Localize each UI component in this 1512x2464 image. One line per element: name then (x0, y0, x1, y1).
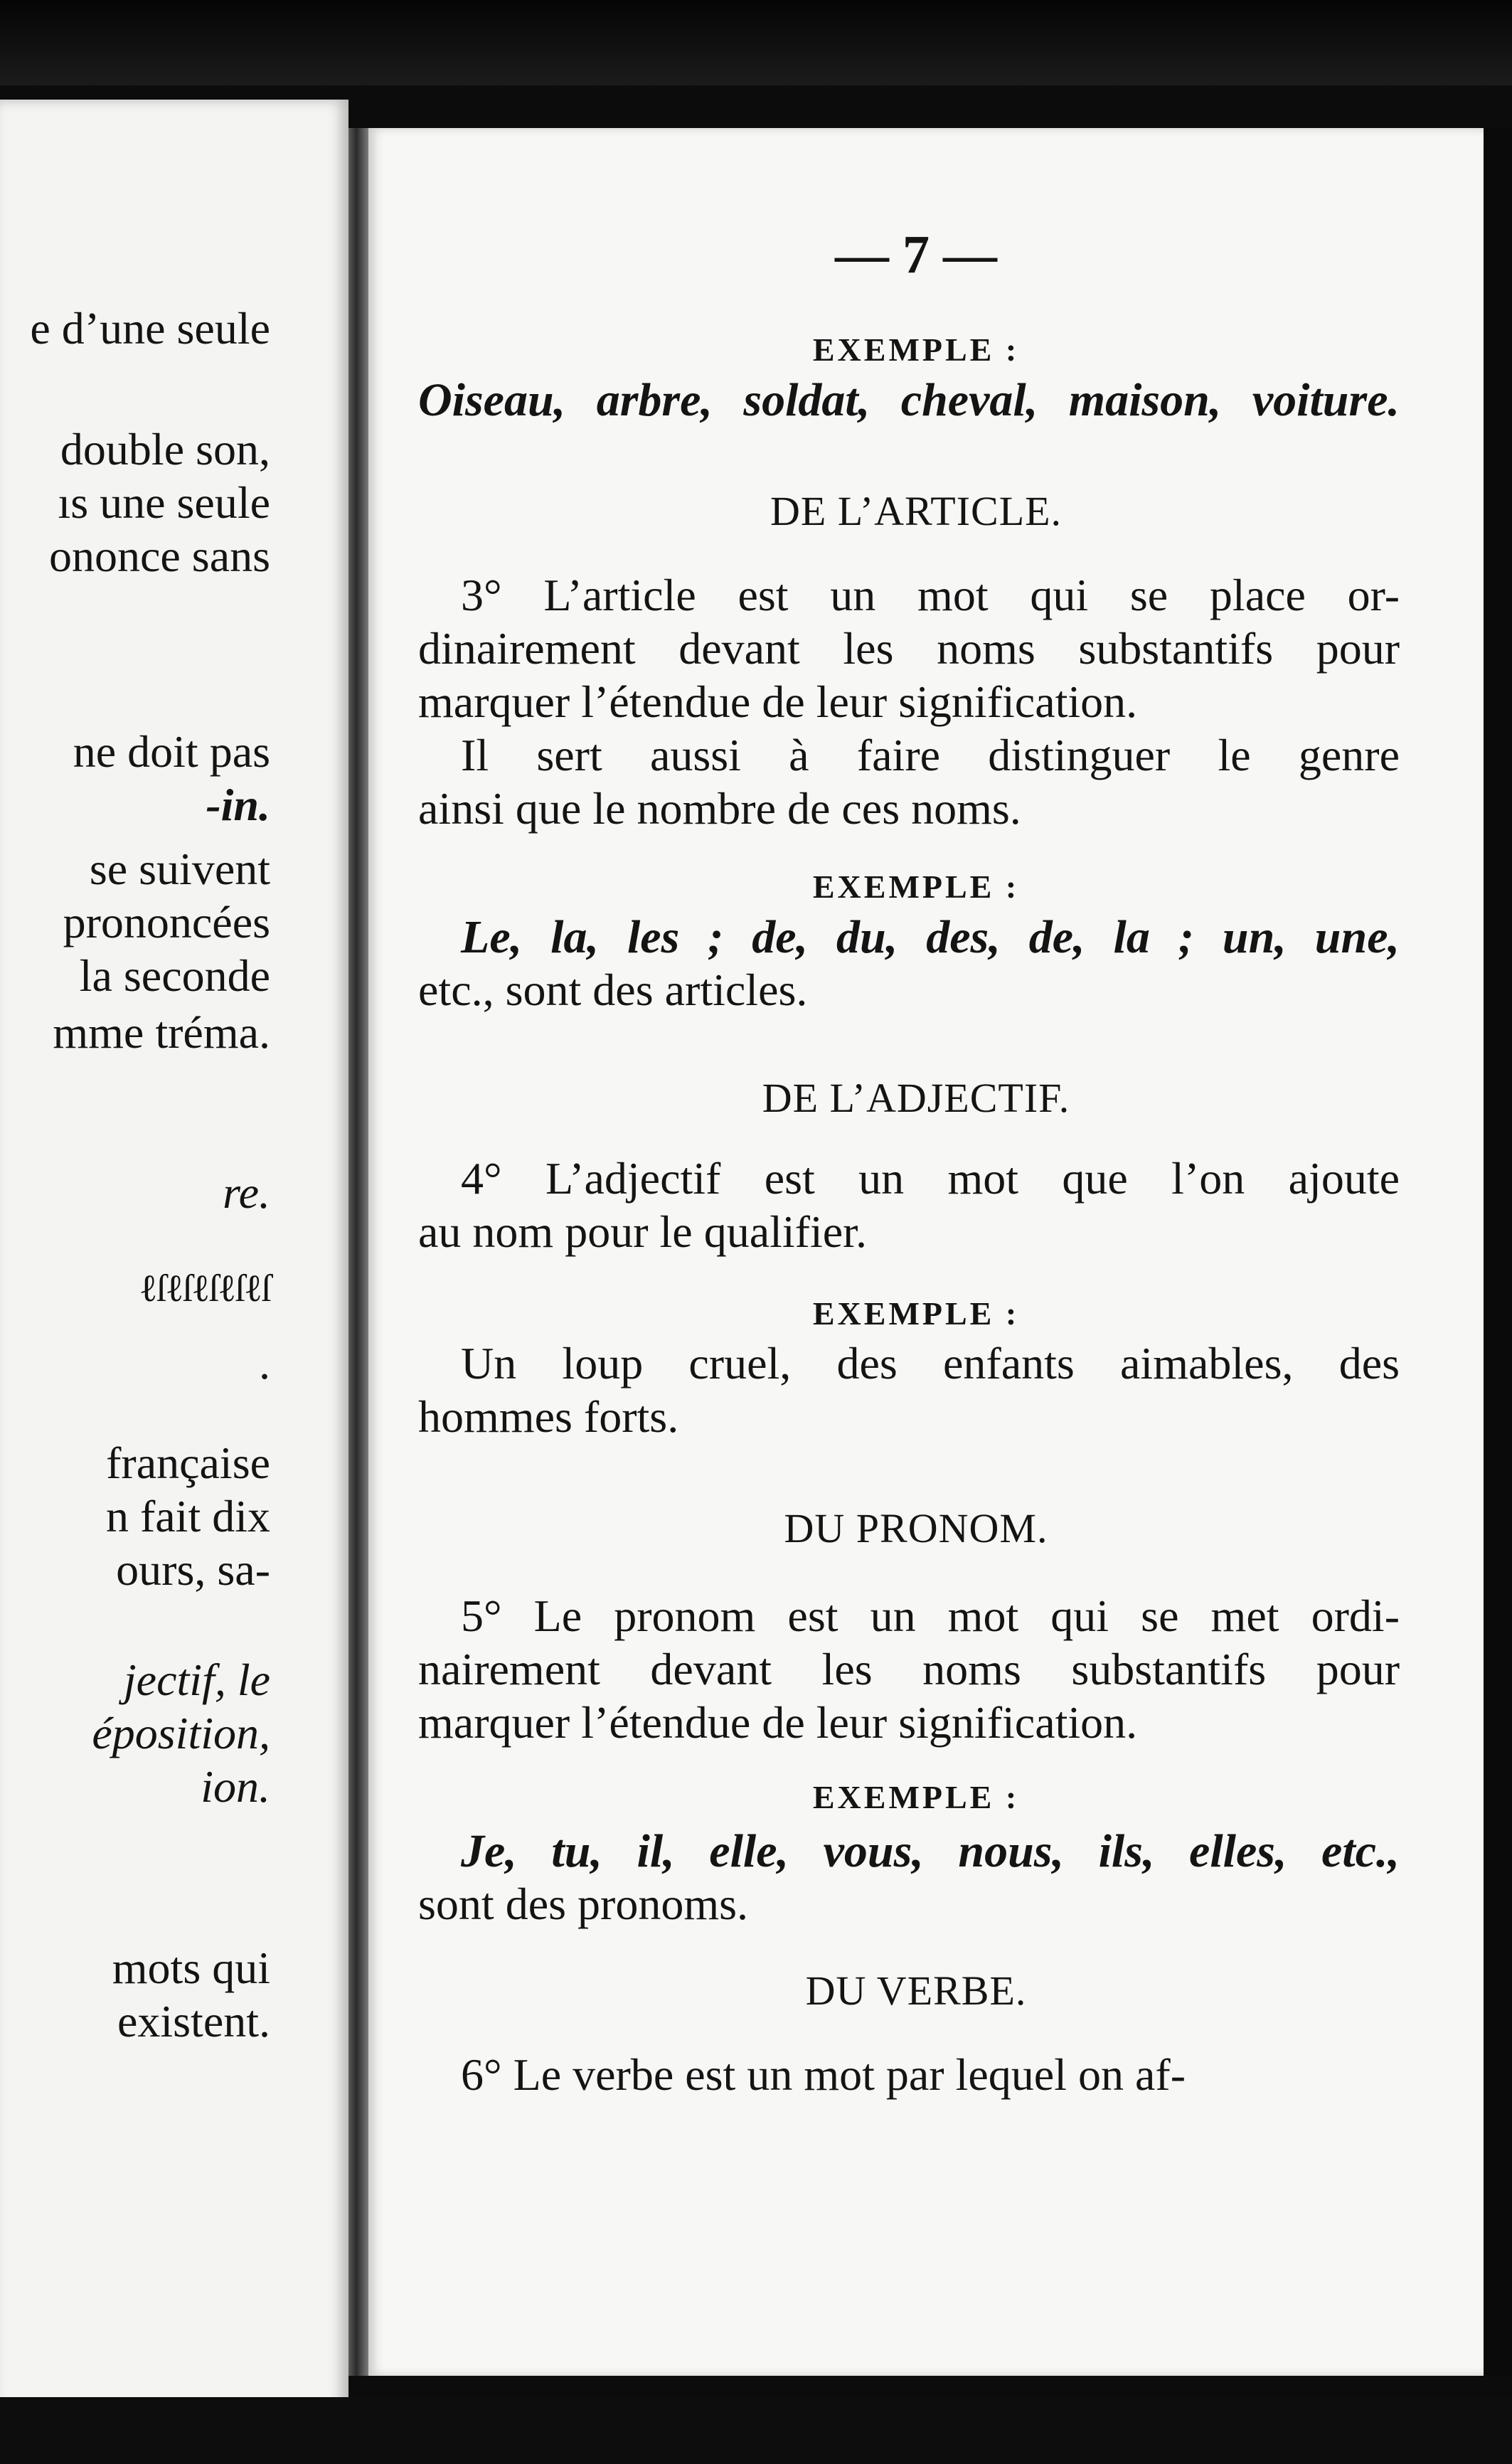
left-line: jectif, le (123, 1655, 270, 1705)
left-line: ion. (201, 1761, 270, 1812)
paragraph-line: au nom pour le qualifier. (418, 1206, 867, 1257)
section-heading-pronom: DU PRONOM. (784, 1505, 1048, 1551)
left-line: existent. (117, 1996, 270, 2046)
left-line: ononce sans (48, 531, 270, 581)
section-heading-adjectif: DE L’ADJECTIF. (762, 1075, 1070, 1121)
book-gutter (348, 128, 368, 2376)
left-line: la seconde (79, 950, 270, 1001)
paragraph-line: 5° Le pronom est un mot qui se met ordi- (461, 1591, 1400, 1641)
example-text: hommes forts. (418, 1391, 679, 1442)
section-heading-verbe: DU VERBE. (805, 1968, 1027, 2014)
left-line: prononcées (63, 897, 270, 947)
example-label: EXEMPLE : (812, 1295, 1020, 1332)
left-line: . (259, 1338, 270, 1388)
example-label: EXEMPLE : (812, 1779, 1020, 1815)
example-label: EXEMPLE : (812, 331, 1020, 368)
example-text: Je, tu, il, elle, vous, nous, ils, elles, etc., (461, 1825, 1400, 1877)
paragraph-line: 3° L’article est un mot qui se place or- (461, 570, 1400, 620)
page-number: — 7 — (835, 225, 997, 285)
left-line: -in. (206, 780, 270, 830)
left-line: éposition, (92, 1708, 270, 1758)
paragraph-line: Il sert aussi à faire distinguer le genre (461, 730, 1400, 780)
paragraph-line: 4° L’adjectif est un mot que l’on ajoute (461, 1153, 1400, 1204)
left-line: se suivent (89, 844, 270, 894)
left-line: e d’une seule (30, 303, 270, 354)
scan-right-edge (1484, 128, 1512, 2376)
example-text: Le, la, les ; de, du, des, de, la ; un, une, (461, 911, 1400, 963)
paragraph-line: dinairement devant les noms substantifs pour (418, 623, 1400, 674)
left-page (0, 100, 348, 2411)
left-line: française (106, 1438, 270, 1488)
example-text: etc., sont des articles. (418, 965, 808, 1015)
left-line: mme tréma. (53, 1007, 270, 1058)
left-line: ours, sa- (116, 1544, 270, 1595)
paragraph-line: 6° Le verbe est un mot par lequel on af- (461, 2049, 1186, 2100)
example-text: Un loup cruel, des enfants aimables, des (461, 1338, 1400, 1388)
left-line: ıs une seule (58, 477, 270, 528)
scan-top-edge (0, 0, 1512, 85)
example-text: Oiseau, arbre, soldat, cheval, maison, voiture. (418, 374, 1400, 426)
paragraph-line: ainsi que le nombre de ces noms. (418, 783, 1021, 834)
left-line: mots qui (112, 1943, 270, 1993)
left-line: double son, (60, 424, 270, 474)
left-line: n fait dix (105, 1491, 270, 1541)
left-line: ne doit pas (73, 726, 270, 777)
paragraph-line: marquer l’étendue de leur signification. (418, 1697, 1138, 1748)
paragraph-line: nairement devant les noms substantifs pour (418, 1644, 1400, 1694)
right-page (368, 128, 1484, 2376)
paragraph-line: marquer l’étendue de leur signification. (418, 676, 1138, 727)
left-line: re. (223, 1167, 270, 1218)
example-label: EXEMPLE : (812, 869, 1020, 905)
example-text: sont des pronoms. (418, 1879, 748, 1929)
section-heading-article: DE L’ARTICLE. (770, 488, 1063, 534)
scan-bottom-edge (0, 2397, 1512, 2464)
ornament-divider: ℓſℓſℓſℓſℓſ (139, 1267, 270, 1310)
